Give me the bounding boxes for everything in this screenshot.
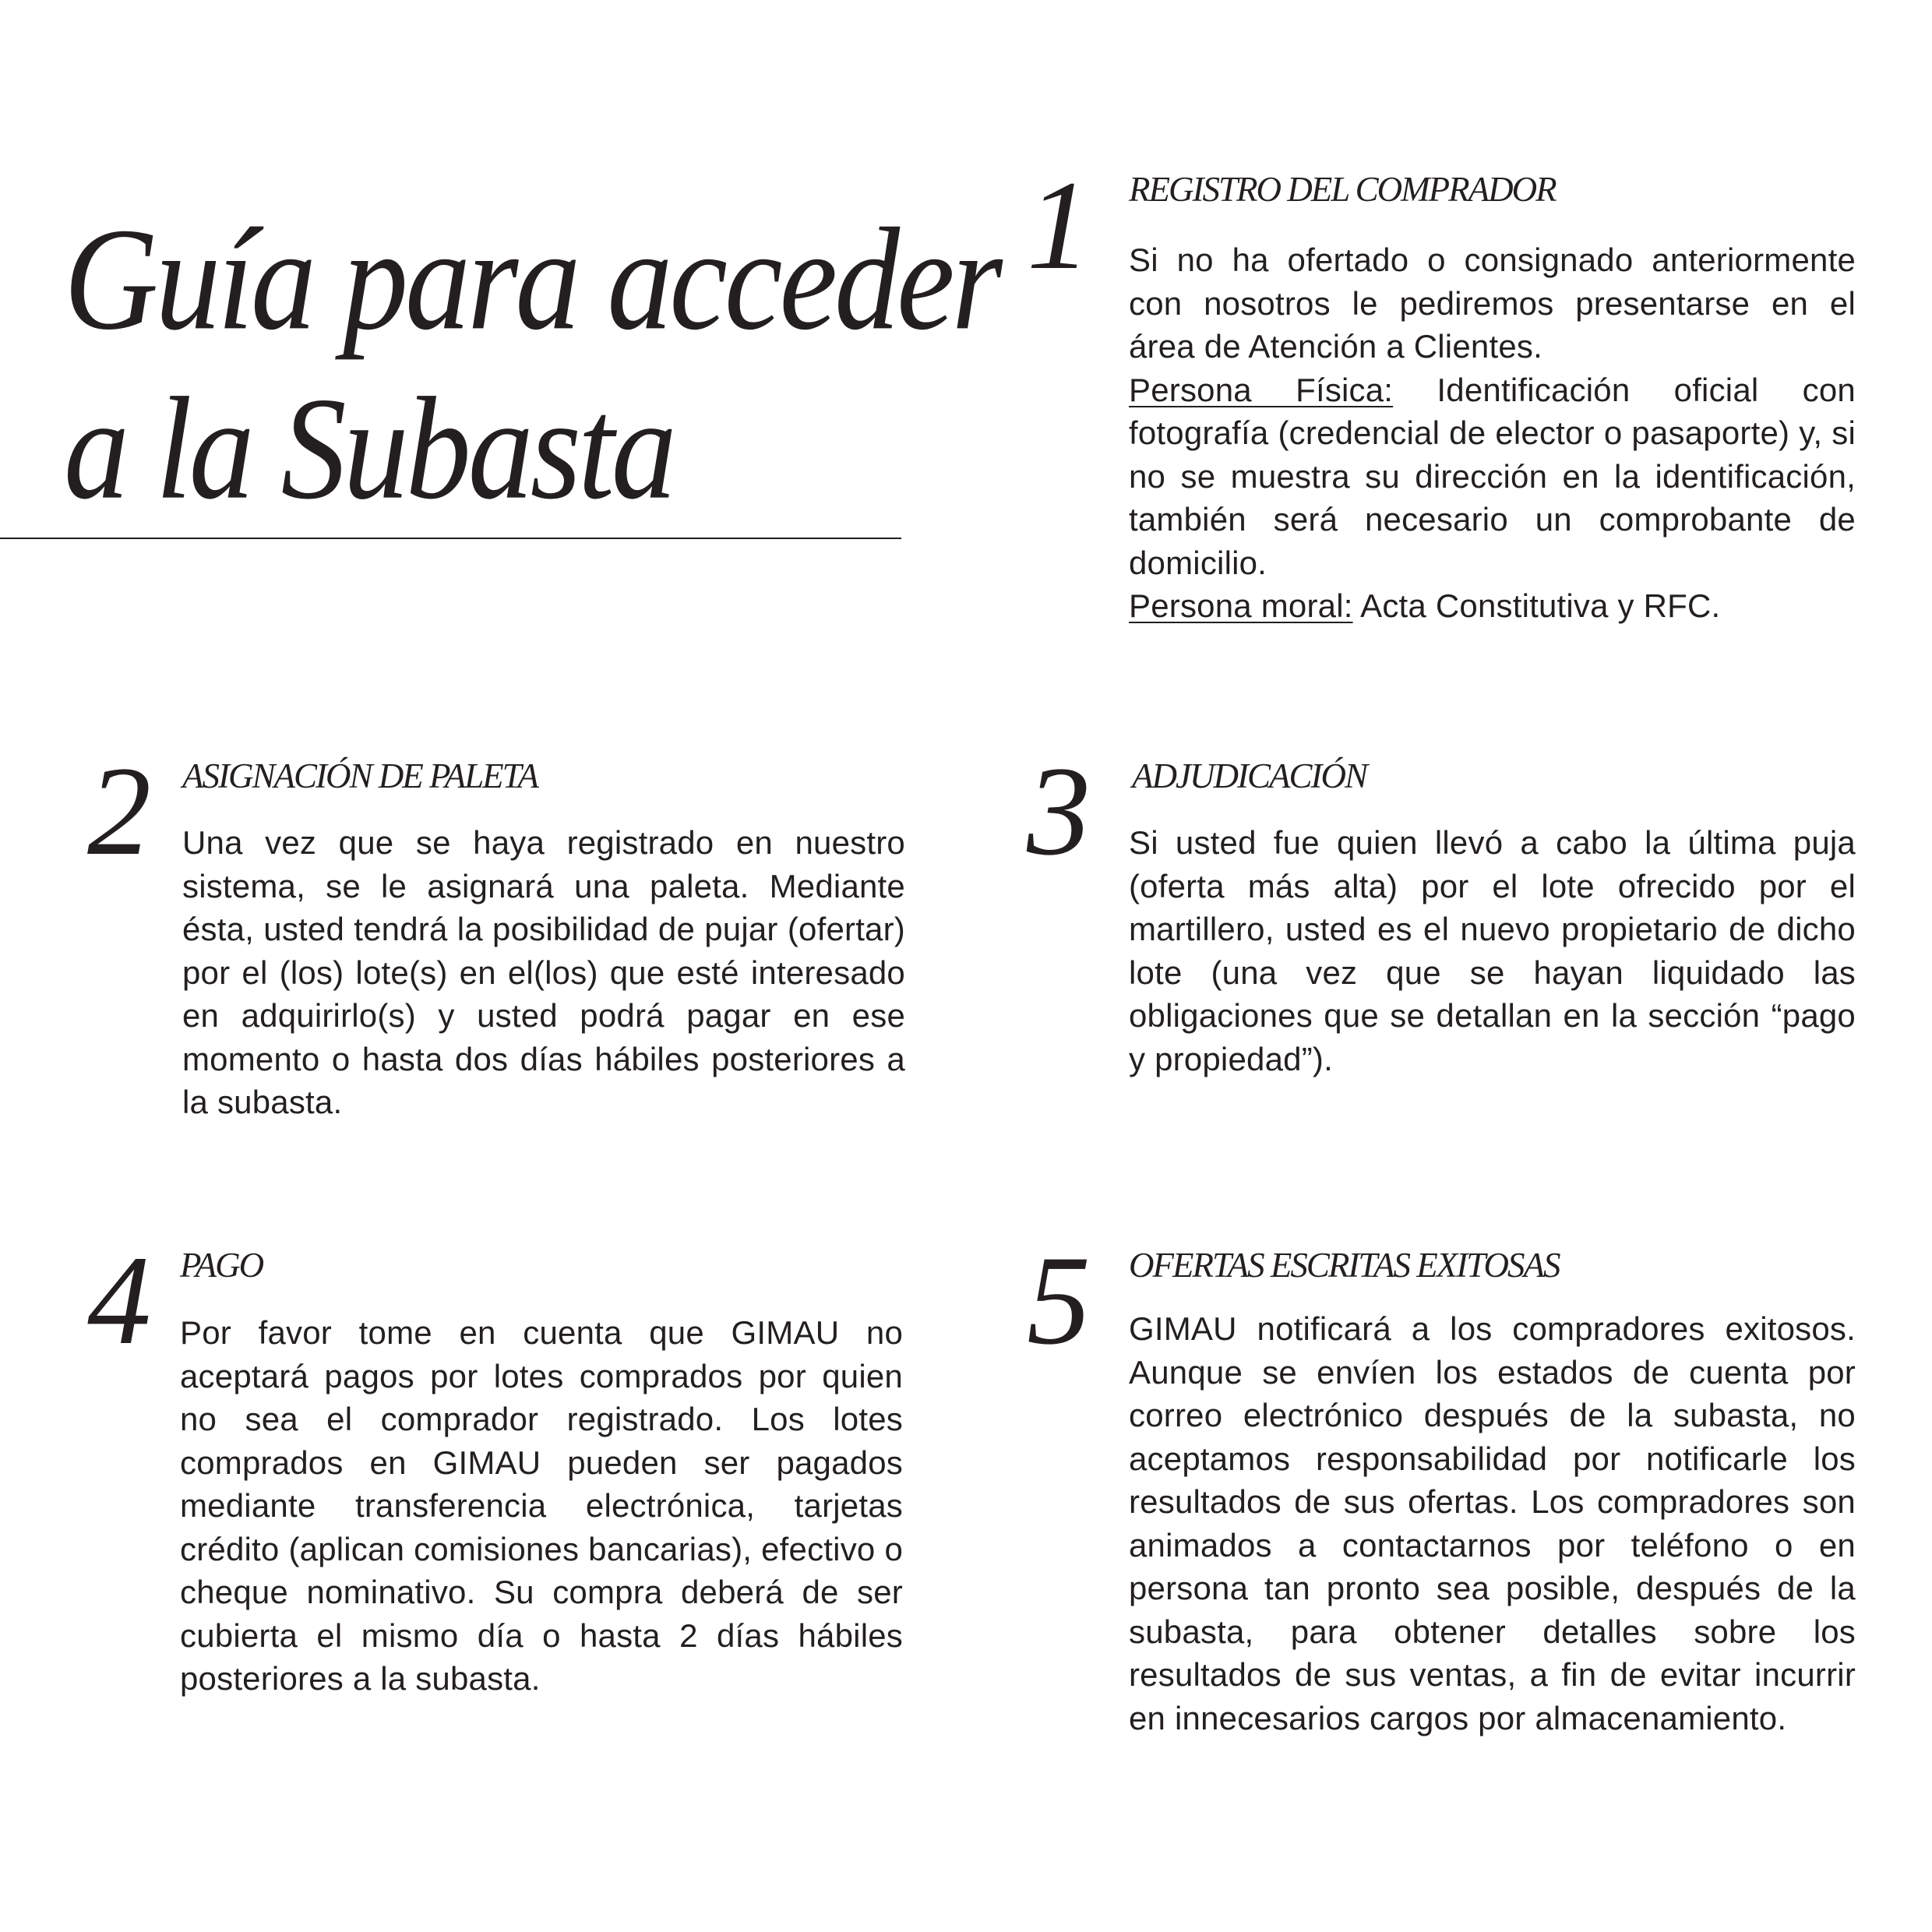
persona-moral-text: Acta Constitutiva y RFC. — [1352, 587, 1721, 624]
section-body: GIMAU notificará a los compradores exitosos. Aunque se envíen los estados de cuenta por correo electrónico después de la subasta, no aceptamos responsabilidad por notificarle los resultados de sus ofertas. Los compradores son animados a contactarnos por teléfono o en persona tan pronto sea posible, después de la subasta, para obtener detalles sobre los resultados de sus ventas, a fin de evitar incurrir en innecesarios cargos por almacenamiento. — [1129, 1310, 1856, 1736]
section-heading: REGISTRO DEL COMPRADOR — [1129, 170, 1556, 209]
section-heading: OFERTAS ESCRITAS EXITOSAS — [1129, 1246, 1560, 1285]
section-intro: Si no ha ofertado o consignado anteriormente con nosotros le pediremos presentarse en el área de Atención a Clientes. — [1129, 242, 1856, 365]
persona-moral-paragraph — [1129, 584, 1856, 628]
section-body: Por favor tome en cuenta que GIMAU no aceptará pagos por lotes comprados por quien no sea el comprador registrado. Los lotes comprados en GIMAU pueden ser pagados mediante transferencia electrónica, tarjetas crédito (aplican comisiones bancarias), efectivo o cheque nominativo. Su compra deberá de ser cubierta el mismo día o hasta 2 días hábiles posteriores a la subasta. — [180, 1314, 903, 1697]
section-number: 4 — [87, 1230, 151, 1371]
section-body: Si usted fue quien llevó a cabo la última puja (oferta más alta) por el lote ofrecido por el martillero, usted es el nuevo propietario de dicho lote (una vez que se hayan liquidado las obligaciones que se detallan en la sección “pago y propiedad”). — [1129, 824, 1856, 1077]
section-number: 1 — [1027, 155, 1091, 296]
section-body: Una vez que se haya registrado en nuestro sistema, se le asignará una paleta. Mediante ésta, usted tendrá la posibilidad de pujar (ofertar) por el (los) lote(s) en el(los) que esté interesado en adquirirlo(s) y usted podrá pagar en ese momento o hasta dos días hábiles posteriores a la subasta. — [182, 824, 905, 1120]
persona-fisica-paragraph — [1129, 368, 1856, 585]
section-heading: ADJUDICACIÓN — [1132, 756, 1366, 795]
section-number: 3 — [1027, 741, 1091, 882]
section-heading: ASIGNACIÓN DE PALETA — [182, 756, 538, 795]
persona-moral-label: Persona moral: — [1129, 587, 1353, 624]
title-divider — [0, 538, 901, 539]
section-number: 5 — [1027, 1230, 1091, 1371]
section-body — [1129, 238, 1856, 628]
section-number: 2 — [87, 741, 151, 882]
page-title-line-2: a la Subasta — [64, 367, 674, 531]
persona-fisica-label: Persona Física: — [1129, 371, 1394, 408]
page-title — [64, 195, 999, 534]
page-title-line-1: Guía para acceder — [64, 198, 1000, 361]
persona-fisica-text: Identificación oficial con fotografía (credencial de elector o pasaporte) y, si no se muestra su dirección en la identificación, también será necesario un comprobante de domicilio. — [1129, 371, 1856, 581]
section-heading: PAGO — [180, 1246, 263, 1285]
